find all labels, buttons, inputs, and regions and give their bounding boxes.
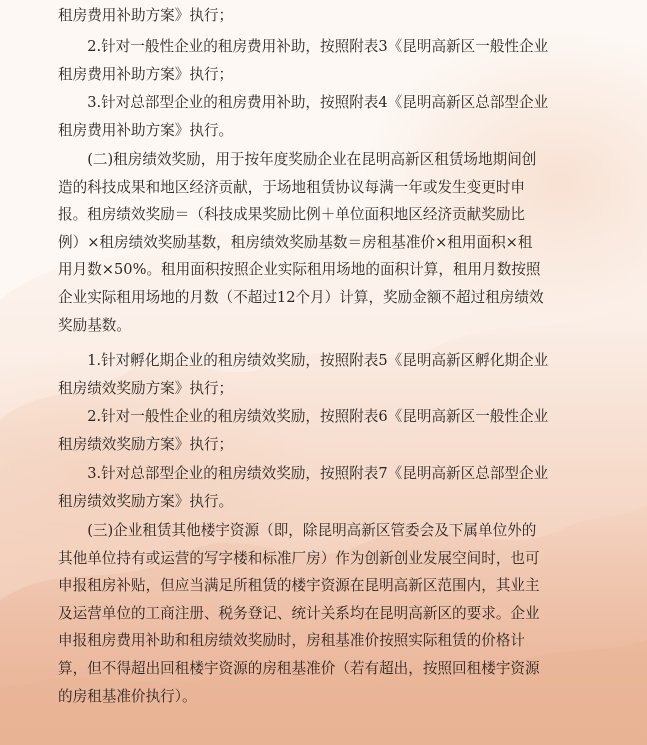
text-line: 例）×租房绩效奖励基数，租房绩效奖励基数＝房租基准价×租用面积×租: [58, 233, 533, 251]
text-line: 报。租房绩效奖励＝（科技成果奖励比例＋单位面积地区经济贡献奖励比: [58, 206, 526, 224]
text-line: (二)租房绩效奖励，用于按年度奖励企业在昆明高新区租赁场地期间创: [58, 151, 537, 168]
paragraph-headquarters-subsidy: [58, 89, 598, 144]
text-line: 1.针对孵化期企业的租房绩效奖励，按照附表5《昆明高新区孵化期企业: [58, 352, 549, 369]
text-line: 申报租房补贴，但应当满足所租赁的楼宇资源在昆明高新区范围内，其业主: [58, 577, 540, 595]
text-line: 租房绩效奖励方案》执行。: [58, 492, 234, 510]
text-line: 及运营单位的工商注册、税务登记、统计关系均在昆明高新区的要求。企业: [58, 604, 540, 622]
paragraph-other-building-resources: [58, 517, 598, 710]
text-line: 造的科技成果和地区经济贡献，于场地租赁协议每满一年或发生变更时申: [58, 178, 526, 196]
paragraph-rental-performance-reward: [58, 146, 598, 339]
text-line: 申报租房费用补助和租房绩效奖励时，房租基准价按照实际租赁的价格计: [58, 632, 526, 650]
text-line: 的房租基准价执行）。: [58, 687, 197, 705]
text-line: 企业实际租用场地的月数（不超过12个月）计算，奖励金额不超过租房绩效: [58, 288, 544, 306]
paragraph-general-enterprise-reward: [58, 403, 598, 458]
text-line: 其他单位持有或运营的写字楼和标准厂房）作为创新创业发展空间时，也可: [58, 549, 540, 567]
paragraph-headquarters-reward: [58, 460, 598, 515]
text-line: 租房绩效奖励方案》执行；: [58, 435, 234, 453]
text-line: 3.针对总部型企业的租房绩效奖励，按照附表7《昆明高新区总部型企业: [58, 465, 549, 482]
text-line: (三)企业租赁其他楼宇资源（即，除昆明高新区管委会及下属单位外的: [58, 522, 537, 539]
paragraph-general-enterprise-subsidy: [58, 33, 598, 88]
paragraph-incubation-reward: [58, 347, 598, 402]
text-line: 奖励基数。: [58, 316, 131, 334]
text-line: 用月数×50%。租用面积按照企业实际租用场地的面积计算，租用月数按照: [58, 261, 541, 279]
text-line: 算，但不得超出回租楼宇资源的房租基准价（若有超出，按照回租楼宇资源: [58, 659, 540, 677]
text-line: 租房绩效奖励方案》执行；: [58, 379, 234, 397]
text-line: 租房费用补助方案》执行；: [58, 65, 234, 83]
text-line: 租房费用补助方案》执行；: [58, 7, 234, 24]
paragraph-subsidy-tail: [58, 2, 598, 30]
text-line: 租房费用补助方案》执行。: [58, 121, 234, 139]
text-line: 3.针对总部型企业的租房费用补助，按照附表4《昆明高新区总部型企业: [58, 94, 549, 111]
text-line: 2.针对一般性企业的租房费用补助，按照附表3《昆明高新区一般性企业: [58, 38, 549, 55]
text-line: 2.针对一般性企业的租房绩效奖励，按照附表6《昆明高新区一般性企业: [58, 408, 549, 425]
